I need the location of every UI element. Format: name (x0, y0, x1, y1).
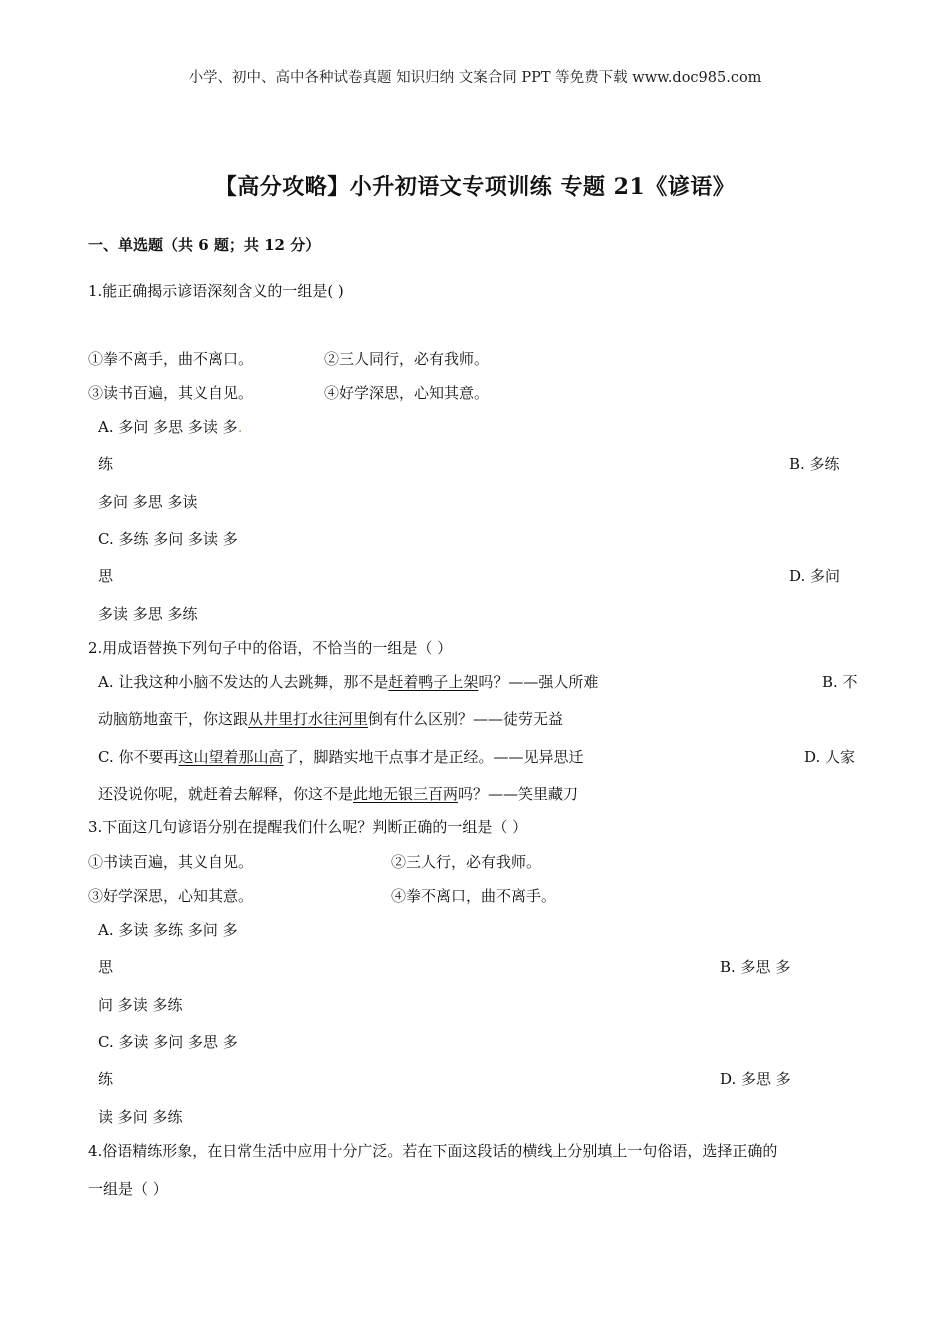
q2-option-c-post: 了，脚踏实地干点事才是正经。——见异思迁 (283, 748, 584, 766)
q2-option-b[interactable]: B. 不 (822, 673, 858, 691)
q2-option-a-pre: A. 让我这种小脑不发达的人去跳舞，那不是 (98, 673, 389, 691)
q2-option-b-post: 倒有什么区别？——徒劳无益 (368, 710, 564, 728)
q2-option-a-post: 吗？——强人所难 (478, 673, 599, 691)
section-heading: 一、单选题（共 6 题；共 12 分） (88, 236, 321, 254)
q1-option-c-cont: 思 (98, 567, 114, 585)
q2-option-d[interactable]: D. 人家 (804, 748, 856, 766)
q1-item-3: ③读书百遍，其义自见。 (88, 384, 254, 402)
page-title: 【高分攻略】小升初语文专项训练 专题 21《谚语》 (214, 174, 736, 200)
q1-item-4: ④好学深思，心知其意。 (324, 384, 490, 402)
q3-item-3: ③好学深思，心知其意。 (88, 887, 254, 905)
q2-option-c[interactable] (98, 746, 584, 767)
q3-option-d[interactable]: D. 多思 多 (720, 1070, 791, 1088)
q3-option-a-cont: 思 (98, 958, 114, 976)
q1-option-c[interactable]: C. 多练 多问 多读 多 (98, 530, 238, 548)
q2-option-d-cont (98, 783, 578, 804)
q3-option-b-cont: 问 多读 多练 (98, 996, 183, 1014)
q1-item-1: ①拳不离手，曲不离口。 (88, 350, 254, 368)
q1-option-a[interactable] (98, 416, 242, 437)
q3-item-1: ①书读百遍，其义自见。 (88, 853, 254, 871)
q1-option-a-text: A. 多问 多思 多读 多 (98, 418, 238, 436)
q3-option-b[interactable]: B. 多思 多 (720, 958, 791, 976)
q1-option-d-cont: 多读 多思 多练 (98, 605, 198, 623)
q1-option-b[interactable]: B. 多练 (789, 455, 840, 473)
q3-stem: 3.下面这几句谚语分别在提醒我们什么呢？判断正确的一组是（ ） (88, 818, 528, 836)
q2-option-c-underlined: 这山望着那山高 (178, 748, 284, 766)
q3-option-c-cont: 练 (98, 1070, 114, 1088)
page-header: 小学、初中、高中各种试卷真题 知识归纳 文案合同 PPT 等免费下载 www.doc985.com (188, 70, 762, 86)
mark-dot: . (237, 418, 243, 436)
q3-item-2: ②三人行，必有我师。 (391, 853, 542, 871)
q2-option-d-pre: 还没说你呢，就赶着去解释，你这不是 (98, 785, 354, 803)
q1-item-2: ②三人同行，必有我师。 (324, 350, 490, 368)
q3-option-d-cont: 读 多问 多练 (98, 1108, 183, 1126)
q2-stem: 2.用成语替换下列句子中的俗语，不恰当的一组是（ ） (88, 639, 453, 657)
q1-option-a-cont: 练 (98, 455, 114, 473)
q2-option-b-cont (98, 708, 563, 729)
q2-option-b-underlined: 从井里打水往河里 (248, 710, 369, 728)
q2-option-b-pre: 动脑筋地蛮干，你这跟 (98, 710, 249, 728)
q2-option-d-underlined: 此地无银三百两 (353, 785, 459, 803)
q3-item-4: ④拳不离口，曲不离手。 (391, 887, 557, 905)
q3-option-c[interactable]: C. 多读 多问 多思 多 (98, 1033, 238, 1051)
q3-option-a[interactable]: A. 多读 多练 多问 多 (98, 921, 238, 939)
q1-option-b-cont: 多问 多思 多读 (98, 493, 198, 511)
q2-option-a[interactable] (98, 671, 598, 692)
q1-stem: 1.能正确揭示谚语深刻含义的一组是( ) (88, 282, 344, 300)
q1-option-d[interactable]: D. 多问 (789, 567, 841, 585)
q4-stem-line-1: 4.俗语精练形象，在日常生活中应用十分广泛。若在下面这段话的横线上分别填上一句俗语，选择正确的 (88, 1142, 778, 1160)
q2-option-a-underlined: 赶着鸭子上架 (388, 673, 479, 691)
q4-stem-line-2: 一组是（ ） (88, 1180, 168, 1198)
q2-option-d-post: 吗？——笑里藏刀 (458, 785, 579, 803)
q2-option-c-pre: C. 你不要再 (98, 748, 179, 766)
